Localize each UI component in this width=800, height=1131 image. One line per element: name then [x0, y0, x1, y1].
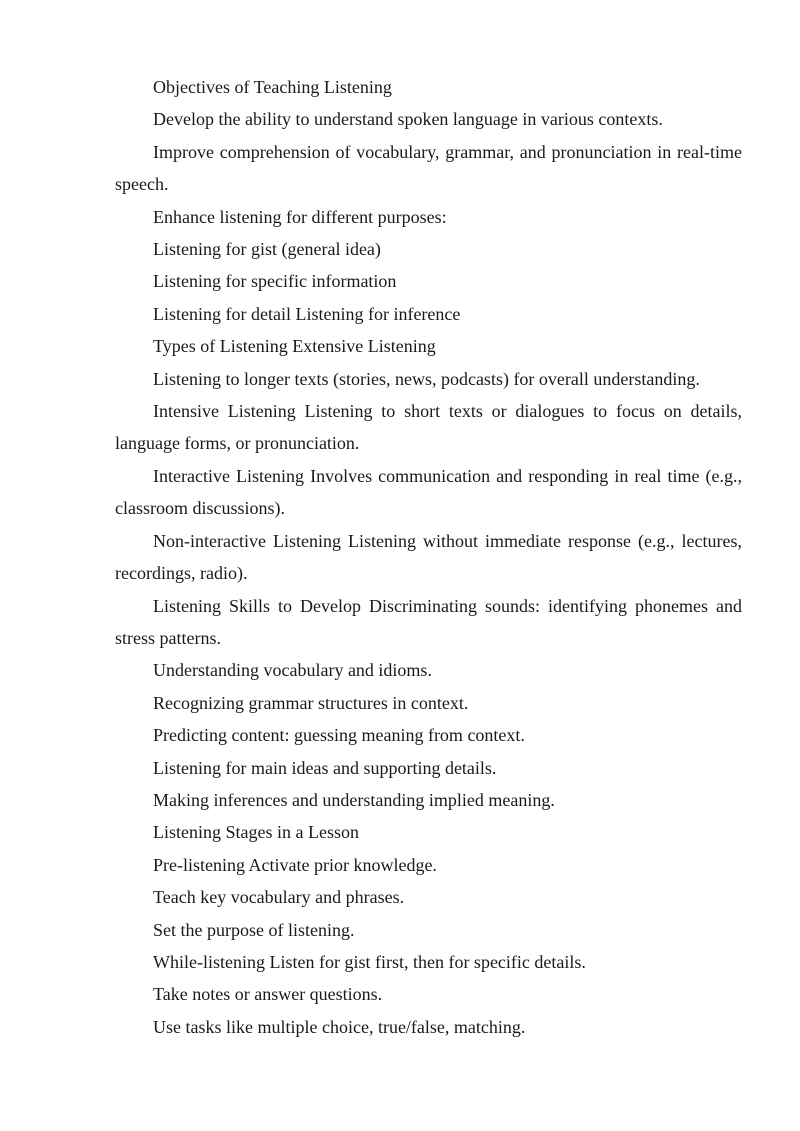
paragraph: Set the purpose of listening.: [153, 919, 355, 940]
paragraph: Develop the ability to understand spoken language in various contexts.: [153, 109, 663, 130]
paragraph: Making inferences and understanding implied meaning.: [153, 789, 555, 810]
paragraph: Listening to longer texts (stories, news, podcasts) for overall understanding.: [153, 368, 700, 389]
paragraph: Listening for detail Listening for inference: [153, 303, 461, 324]
paragraph: Listening Skills to Develop Discriminating sounds: identifying phonemes and stress patterns.: [115, 595, 742, 648]
document-body: [115, 71, 742, 1043]
paragraph: Improve comprehension of vocabulary, grammar, and pronunciation in real-time speech.: [115, 141, 742, 195]
paragraph: Listening for specific information: [153, 271, 397, 292]
paragraph: Interactive Listening Involves communication and responding in real time (e.g., classroom discussions).: [115, 465, 742, 519]
paragraph: Predicting content: guessing meaning from context.: [153, 725, 525, 746]
paragraph: Pre-listening Activate prior knowledge.: [153, 854, 437, 875]
paragraph: Enhance listening for different purposes:: [153, 206, 447, 227]
heading-types: Types of Listening Extensive Listening: [153, 336, 436, 357]
paragraph: Non-interactive Listening Listening without immediate response (e.g., lectures, recordings, radio).: [115, 530, 742, 584]
paragraph: Teach key vocabulary and phrases.: [153, 887, 405, 908]
paragraph: While-listening Listen for gist first, then for specific details.: [153, 951, 586, 972]
paragraph: Listening for gist (general idea): [153, 239, 381, 260]
paragraph: Understanding vocabulary and idioms.: [153, 660, 432, 681]
paragraph: Recognizing grammar structures in context.: [153, 692, 469, 713]
paragraph: Take notes or answer questions.: [153, 984, 383, 1005]
paragraph: Listening for main ideas and supporting details.: [153, 757, 497, 778]
paragraph: Use tasks like multiple choice, true/false, matching.: [153, 1016, 526, 1037]
heading-objectives: Objectives of Teaching Listening: [153, 77, 392, 97]
heading-stages: Listening Stages in a Lesson: [153, 822, 359, 843]
paragraph: Intensive Listening Listening to short texts or dialogues to focus on details, language forms, or pronunciation.: [115, 401, 742, 454]
